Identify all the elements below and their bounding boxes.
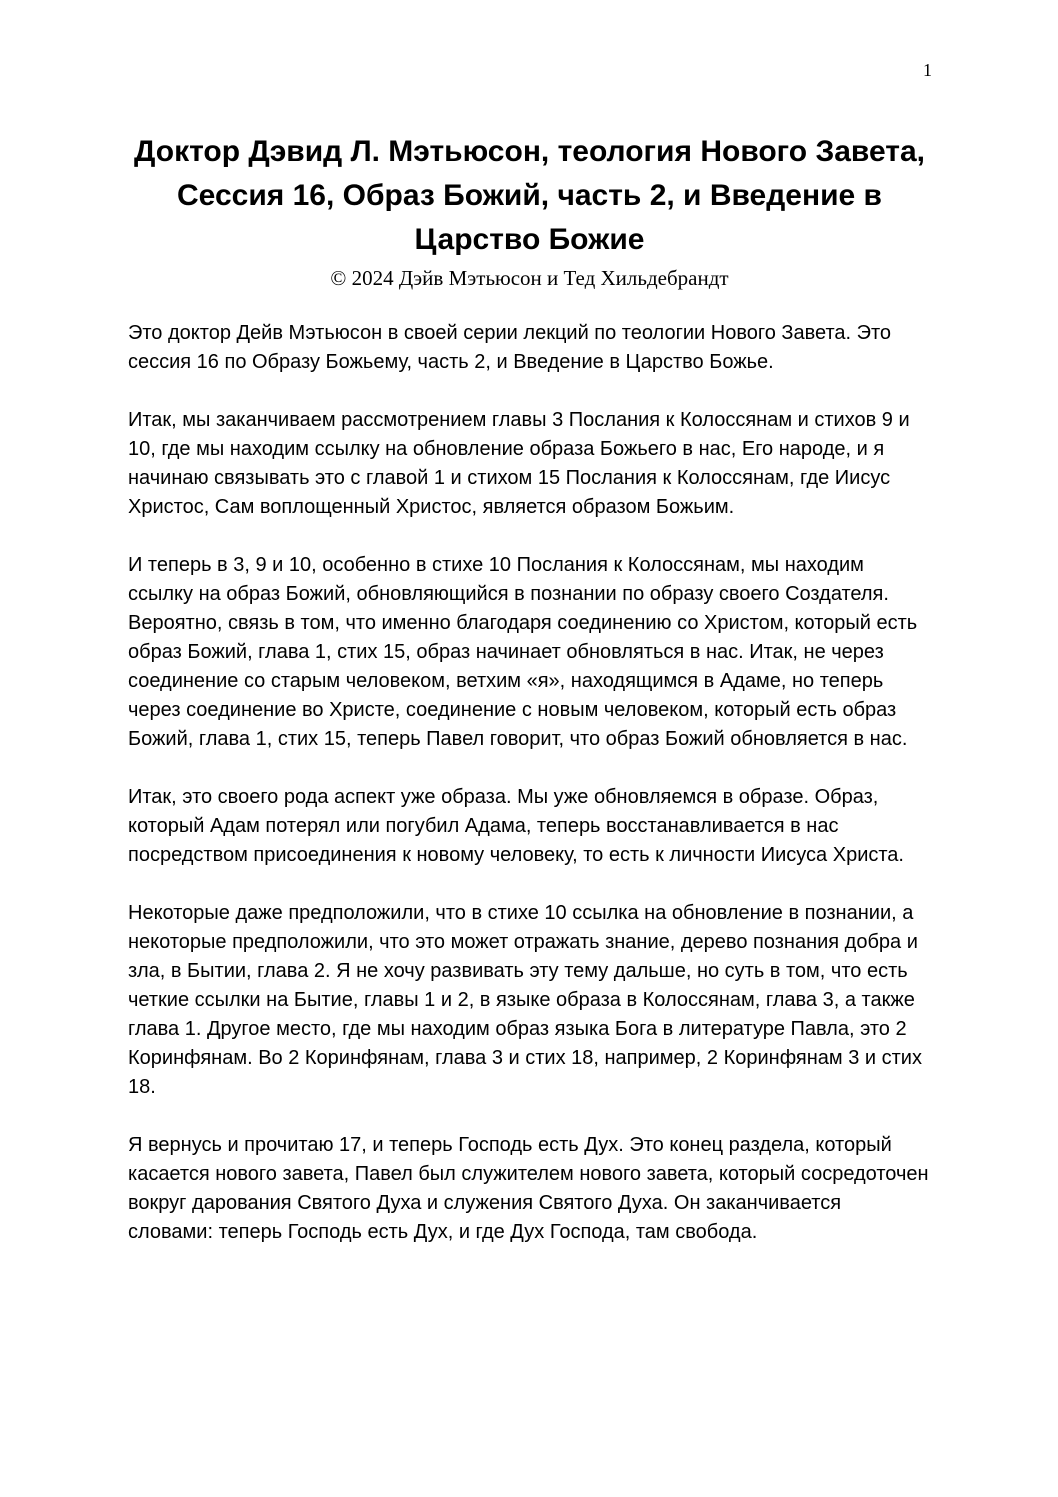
paragraph-5: Некоторые даже предположили, что в стихе 10 ссылка на обновление в познании, а некоторые предположили, что это может отражать знание, дерево познания добра и зла, в Бытии, глава 2. Я не хочу развивать эту тему дальше, но суть в том, что есть четкие ссылки на Бытие, главы 1 и 2, в языке образа в Колоссянам, глава 3, а также глава 1. Другое место, где мы находим образ языка Бога в литературе Павла, это 2 Коринфянам. Во 2 Коринфянам, глава 3 и стих 18, например, 2 Коринфянам 3 и стих 18. xyxy=(128,902,922,1098)
page-number: 1 xyxy=(923,60,932,80)
document-content xyxy=(128,130,931,1276)
title-line-2: Сессия 16, Образ Божий, часть 2, и Введение в Царство Божие xyxy=(177,179,882,256)
document-title xyxy=(128,130,931,262)
paragraph-4: Итак, это своего рода аспект уже образа. Мы уже обновляемся в образе. Образ, который Адам потерял или погубил Адама, теперь восстанавливается в нас посредством присоединения к новому человеку, то есть к личности Иисуса Христа. xyxy=(128,786,904,866)
copyright-line: © 2024 Дэйв Мэтьюсон и Тед Хильдебрандт xyxy=(330,266,729,290)
paragraph-6: Я вернусь и прочитаю 17, и теперь Господь есть Дух. Это конец раздела, который касается нового завета, Павел был служителем нового завета, который сосредоточен вокруг дарования Святого Духа и служения Святого Духа. Он заканчивается словами: теперь Господь есть Дух, и где Дух Господа, там свобода. xyxy=(128,1134,929,1243)
paragraphs-container xyxy=(128,319,931,1247)
title-line-1: Доктор Дэвид Л. Мэтьюсон, теология Нового Завета, xyxy=(134,135,925,168)
paragraph-1: Это доктор Дейв Мэтьюсон в своей серии лекций по теологии Нового Завета. Это сессия 16 по Образу Божьему, часть 2, и Введение в Царство Божье. xyxy=(128,322,892,373)
paragraph-3: И теперь в 3, 9 и 10, особенно в стихе 10 Послания к Колоссянам, мы находим ссылку на образ Божий, обновляющийся в познании по образу своего Создателя. Вероятно, связь в том, что именно благодаря соединению со Христом, который есть образ Божий, глава 1, стих 15, образ начинает обновляться в нас. Итак, не через соединение со старым человеком, ветхим «я», находящимся в Адаме, но теперь через соединение во Христе, соединение с новым человеком, который есть образ Божий, глава 1, стих 15, теперь Павел говорит, что образ Божий обновляется в нас. xyxy=(128,554,918,750)
paragraph-2: Итак, мы заканчиваем рассмотрением главы 3 Послания к Колоссянам и стихов 9 и 10, где мы находим ссылку на обновление образа Божьего в нас, Его народе, и я начинаю связывать это с главой 1 и стихом 15 Послания к Колоссянам, где Иисус Христос, Сам воплощенный Христос, является образом Божьим. xyxy=(128,409,910,518)
